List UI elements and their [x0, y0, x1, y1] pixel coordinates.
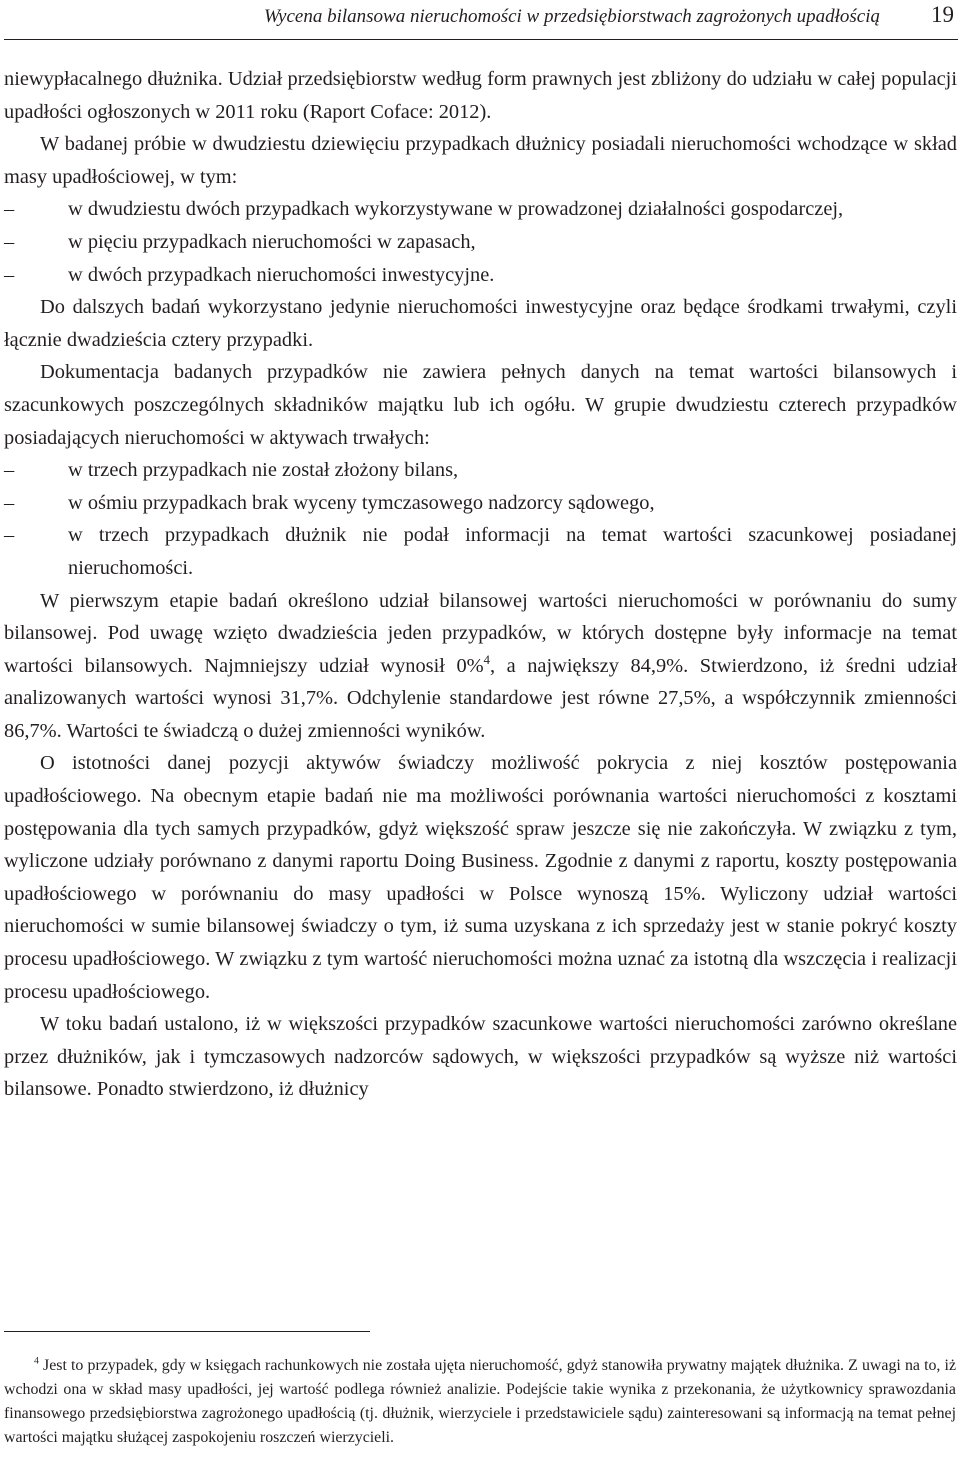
list-item-text: w ośmiu przypadkach brak wyceny tymczasowego nadzorcy sądowego,: [68, 491, 655, 514]
footnote-reference[interactable]: 4: [483, 652, 490, 667]
dash-marker: –: [4, 524, 15, 547]
list-item-text: w dwudziestu dwóch przypadkach wykorzystywane w prowadzonej działalności gospodarczej,: [68, 198, 844, 221]
list-item: [4, 519, 957, 584]
list-item: [4, 259, 957, 292]
list-item: [4, 487, 957, 520]
paragraph: W badanej próbie w dwudziestu dziewięciu przypadkach dłużnicy posiadali nieruchomości wchodzące w skład masy upadłościowej, w tym:: [4, 133, 957, 188]
paragraph-text: , a największy 84,9%. Stwierdzono, iż średni udział analizowanych wartości wynosi 31,7%. Odchylenie standardowe jest równe 27,5%, a współczynnik zmienności 86,7%. Wartości te świadczą o dużej zmienności wyników.: [4, 654, 957, 742]
list-item-text: w dwóch przypadkach nieruchomości inwestycyjne.: [68, 263, 495, 286]
dash-marker: –: [4, 459, 15, 482]
list-item: [4, 193, 957, 226]
running-header: [4, 0, 958, 42]
list-item: [4, 226, 957, 259]
paragraph: O istotności danej pozycji aktywów świadczy możliwość pokrycia z niej kosztów postępowania upadłościowego. Na obecnym etapie badań nie ma możliwości porównania wartości nieruchomości z kosztami postępowania dla tych samych przypadków, gdyż większość spraw jeszcze się nie zakończyła. W związku z tym, wyliczone udziały porównano z danymi raportu Doing Business. Zgodnie z danymi z raportu, koszty postępowania upadłościowego w porównaniu do masy upadłości w Polsce wynoszą 15%. Wyliczony udział wartości nieruchomości w sumie bilansowej świadczy o tym, iż suma uzyskana z ich sprzedaży jest w stanie pokryć koszty procesu upadłościowego. W związku z tym wartość nieruchomości można uznać za istotną dla wszczęcia i realizacji procesu upadłościowego.: [4, 752, 957, 1003]
paragraph: Do dalszych badań wykorzystano jedynie nieruchomości inwestycyjne oraz będące środkami trwałymi, czyli łącznie dwadzieścia cztery przypadki.: [4, 296, 957, 351]
bullet-list: [4, 193, 957, 291]
running-title: Wycena bilansowa nieruchomości w przedsiębiorstwach zagrożonych upadłością: [263, 6, 880, 27]
paragraph: niewypłacalnego dłużnika. Udział przedsiębiorstw według form prawnych jest zbliżony do udziału w całej populacji upadłości ogłoszonych w 2011 roku (Raport Coface: 2012).: [4, 68, 957, 123]
list-item: [4, 454, 957, 487]
paragraph: Dokumentacja badanych przypadków nie zawiera pełnych danych na temat wartości bilansowych i szacunkowych poszczególnych składników majątku lub ich ogółu. W grupie dwudziestu czterech przypadków posiadających nieruchomości w aktywach trwałych:: [4, 361, 957, 449]
footnote-rule: [4, 1331, 370, 1332]
paragraph: [4, 585, 957, 748]
dash-marker: –: [4, 491, 15, 514]
list-item-text: w trzech przypadkach nie został złożony bilans,: [68, 459, 459, 482]
footnote: [4, 1354, 956, 1450]
list-item-text: w pięciu przypadkach nieruchomości w zapasach,: [68, 230, 476, 253]
paragraph-text: W pierwszym etapie badań określono udział bilansowej wartości nieruchomości w porównaniu do sumy bilansowej. Pod uwagę wzięto dwadzieścia jeden przypadków, w których dostępne były informacje na temat wartości bilansowych. Najmniejszy udział wynosił 0%: [4, 589, 957, 677]
page-number: 19: [931, 2, 954, 27]
footnote-number: 4: [34, 1355, 39, 1367]
main-text: [4, 63, 957, 1106]
list-item-text: w trzech przypadkach dłużnik nie podał informacji na temat wartości szacunkowej posiadanej nieruchomości.: [68, 524, 957, 579]
footnote-paragraph: [4, 1354, 956, 1450]
bullet-list: [4, 454, 957, 584]
paragraph: W toku badań ustalono, iż w większości przypadków szacunkowe wartości nieruchomości zarówno określane przez dłużników, jak i tymczasowych nadzorców sądowych, w większości przypadków są wyższe niż wartości bilansowe. Ponadto stwierdzono, iż dłużnicy: [4, 1013, 957, 1101]
header-rule: [4, 39, 958, 40]
dash-marker: –: [4, 263, 15, 286]
dash-marker: –: [4, 230, 15, 253]
dash-marker: –: [4, 198, 15, 221]
footnote-text: Jest to przypadek, gdy w księgach rachunkowych nie została ujęta nieruchomość, gdyż stanowiła prywatny majątek dłużnika. Z uwagi na to, iż wchodzi ona w skład masy upadłości, jej wartość podlega również analizie. Podejście takie wynika z przekonania, że użytkownicy sprawozdania finansowego przedsiębiorstwa zagrożonego upadłością (tj. dłużnik, wierzyciele i przedstawiciele sądu) zainteresowani są informacją na temat pełnej wartości majątku służącej zaspokojeniu roszczeń wierzycieli.: [4, 1357, 956, 1447]
